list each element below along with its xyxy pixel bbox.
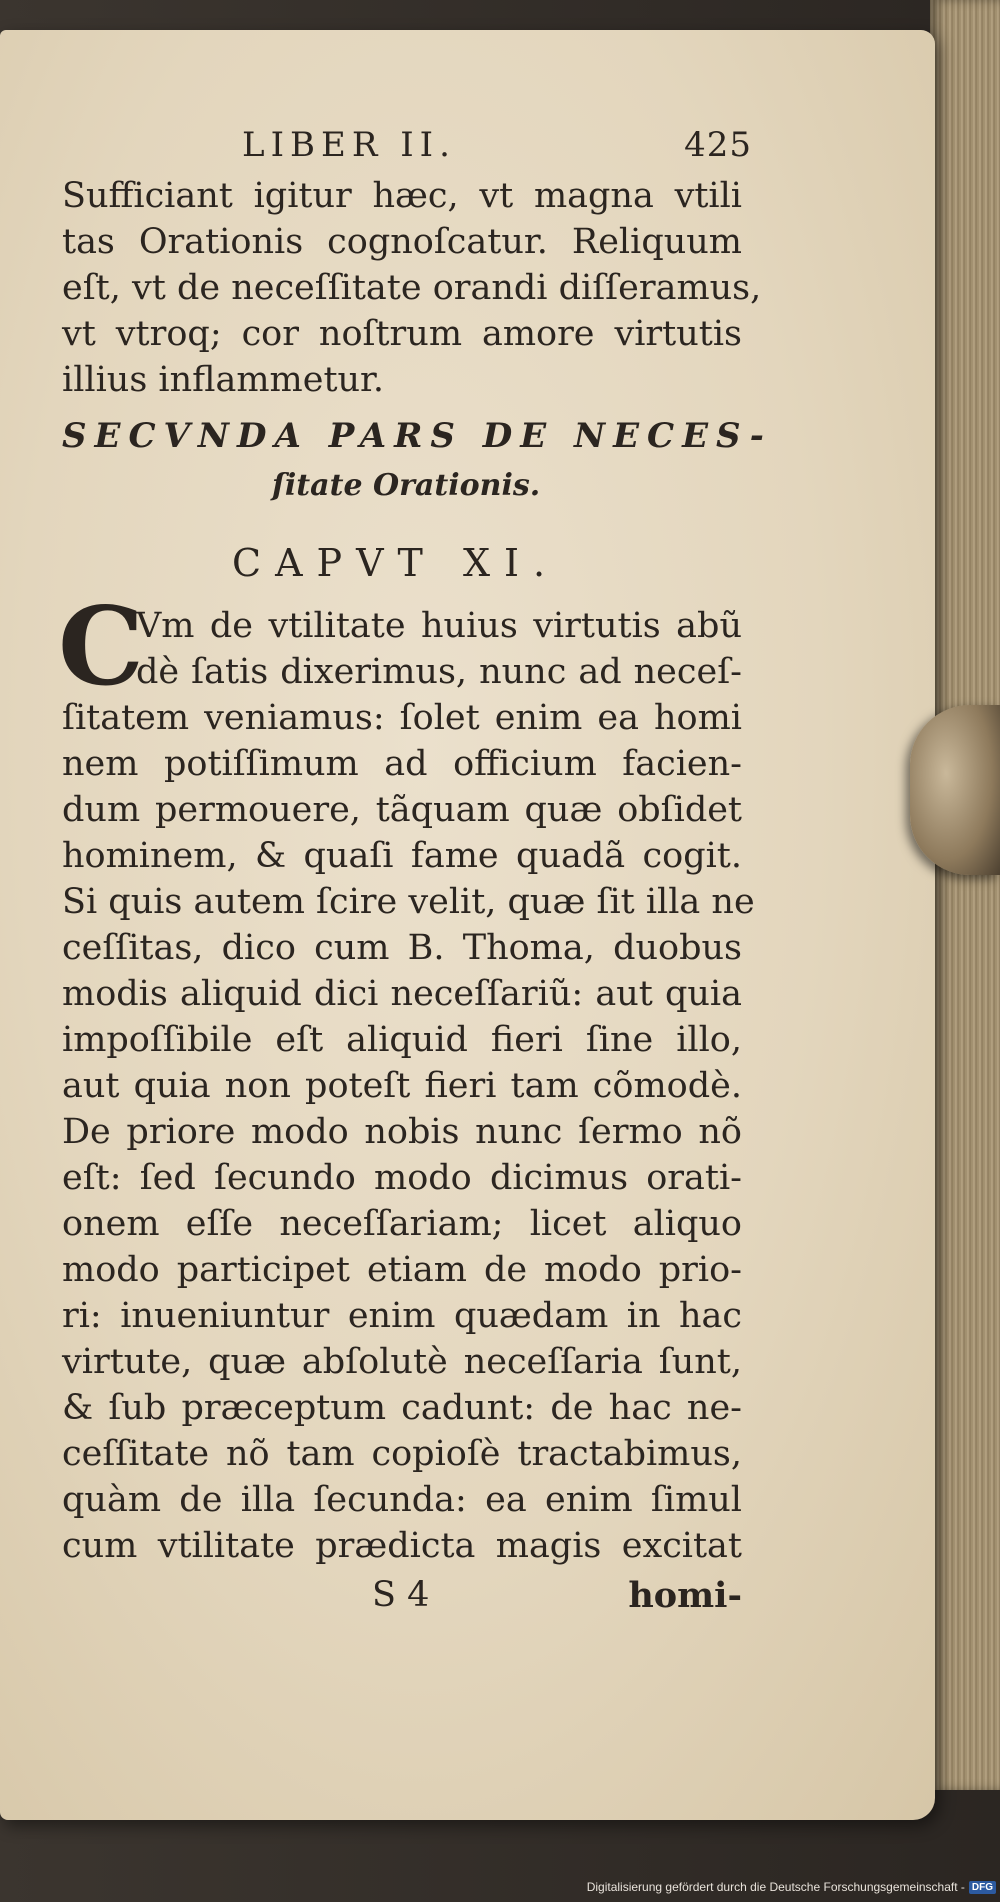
text-line: onem eſſe neceſſariam; licet aliquo [62, 1204, 742, 1244]
body-paragraph [58, 584, 755, 1569]
text-line: & ſub præceptum cadunt: de hac ne- [62, 1388, 742, 1428]
text-line: quàm de illa ſecunda: ea enim ſimul [62, 1480, 742, 1520]
text-line: Si quis autem ſcire velit, quæ ſit illa ne [62, 882, 755, 922]
text-line: virtute, quæ abſolutè neceſſaria ſunt, [62, 1342, 742, 1382]
text-line: tas Orationis cognoſcatur. Reliquum [62, 222, 742, 262]
text-line: dè ſatis dixerimus, nunc ad neceſ- [136, 652, 742, 692]
text-line: ceſſitas, dico cum B. Thoma, duobus [62, 928, 742, 968]
book-page-edges [930, 0, 1000, 1790]
footer-text: Digitalisierung gefördert durch die Deutsche Forschungsgemeinschaft - [586, 1880, 965, 1894]
text-line: Vm de vtilitate huius virtutis abũ [136, 606, 742, 646]
text-line: modo participet etiam de modo prio- [62, 1250, 742, 1290]
text-line: dum permouere, tãquam quæ obſidet [62, 790, 742, 830]
section-title: SECVNDA PARS DE NECES- [62, 416, 772, 456]
catchline [62, 1575, 742, 1625]
intro-paragraph [62, 173, 762, 403]
text-line: vt vtroq; cor noſtrum amore virtutis [62, 314, 742, 354]
text-line: illius inflammetur. [62, 360, 385, 400]
catchword: homi- [628, 1575, 742, 1616]
text-line: impoſſibile eſt aliquid fieri ſine illo, [62, 1020, 742, 1060]
text-line: hominem, & quaſi fame quadã cogit. [62, 836, 742, 876]
text-line: ceſſitate nõ tam copioſè tractabimus, [62, 1434, 742, 1474]
text-line: De priore modo nobis nunc ſermo nõ [62, 1112, 742, 1152]
drop-cap: C [58, 584, 144, 710]
text-line: eſt, vt de neceſſitate orandi diſſeramus, [62, 268, 762, 308]
page-header [62, 125, 752, 173]
signature-mark: S 4 [372, 1575, 430, 1615]
text-line: eſt: ſed ſecundo modo dicimus orati- [62, 1158, 742, 1198]
chapter-title: CAPVT XI. [232, 541, 560, 585]
dfg-logo-icon: DFG [969, 1881, 996, 1894]
running-title: LIBER II. [242, 125, 456, 165]
text-line: Sufficiant igitur hæc, vt magna vtili [62, 176, 742, 216]
folio-number: 425 [684, 125, 752, 165]
text-line: ri: inueniuntur enim quædam in hac [62, 1296, 742, 1336]
text-line: aut quia non poteſt fieri tam cõmodè. [62, 1066, 742, 1106]
text-line: nem potiſſimum ad officium facien- [62, 744, 742, 784]
section-title-continuation: ſitate Orationis. [272, 468, 541, 503]
page-text [58, 125, 772, 1625]
text-line: modis aliquid dici neceſſariũ: aut quia [62, 974, 742, 1014]
digitization-footer [587, 1880, 996, 1894]
text-line: ſitatem veniamus: ſolet enim ea homi [62, 698, 742, 738]
page-clip [910, 705, 1000, 875]
text-line: cum vtilitate prædicta magis excitat [62, 1526, 742, 1566]
